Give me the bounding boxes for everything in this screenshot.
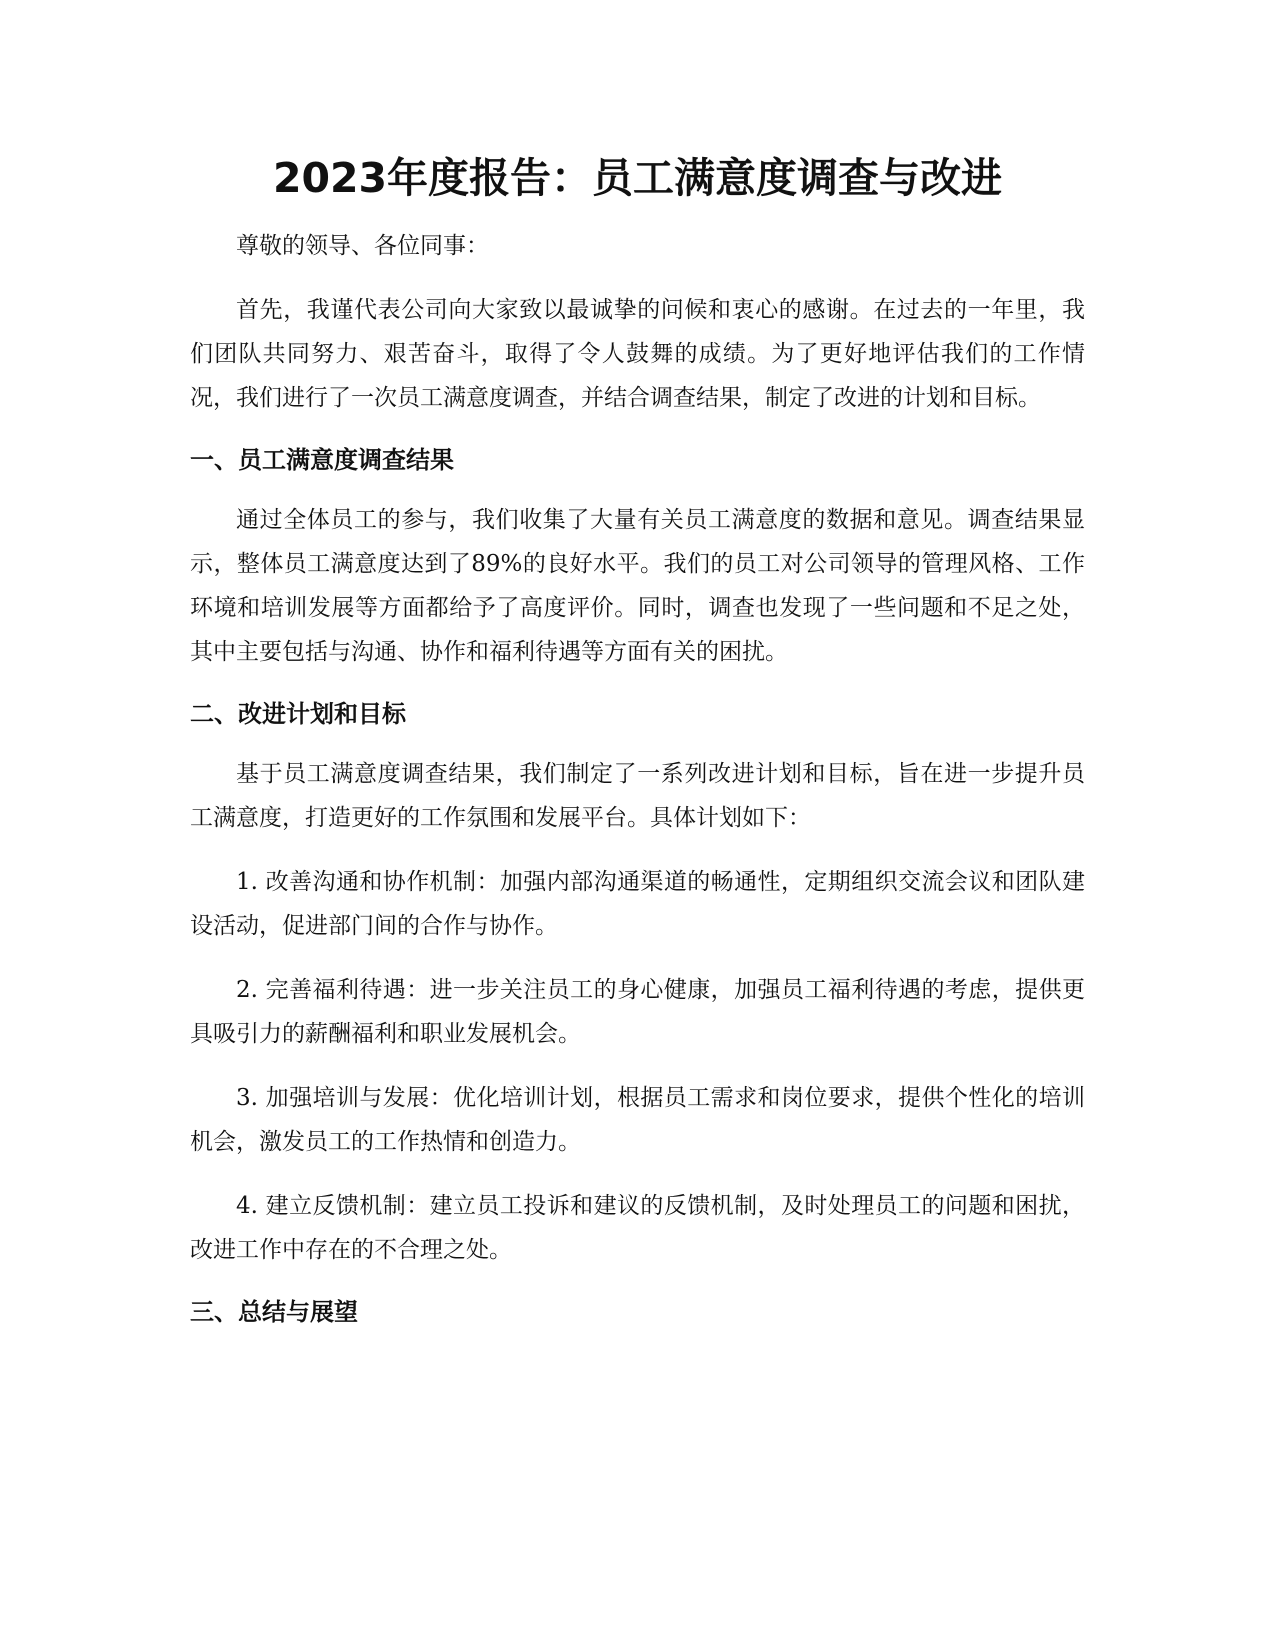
improvement-plan-intro: 基于员工满意度调查结果，我们制定了一系列改进计划和目标，旨在进一步提升员工满意度，打造更好的工作氛围和发展平台。具体计划如下： <box>190 761 1085 831</box>
document-title: 2023年度报告：员工满意度调查与改进 <box>272 154 1003 202</box>
plan-item-training: 3. 加强培训与发展：优化培训计划，根据员工需求和岗位要求，提供个性化的培训机会，激发员工的工作热情和创造力。 <box>190 1085 1085 1155</box>
survey-results-paragraph: 通过全体员工的参与，我们收集了大量有关员工满意度的数据和意见。调查结果显示，整体员工满意度达到了89%的良好水平。我们的员工对公司领导的管理风格、工作环境和培训发展等方面都给予了高度评价。同时，调查也发现了一些问题和不足之处，其中主要包括与沟通、协作和福利待遇等方面有关的困扰。 <box>190 507 1085 665</box>
plan-item-communication: 1. 改善沟通和协作机制：加强内部沟通渠道的畅通性，定期组织交流会议和团队建设活动，促进部门间的合作与协作。 <box>190 869 1085 939</box>
intro-paragraph: 首先，我谨代表公司向大家致以最诚挚的问候和衷心的感谢。在过去的一年里，我们团队共同努力、艰苦奋斗，取得了令人鼓舞的成绩。为了更好地评估我们的工作情况，我们进行了一次员工满意度调查，并结合调查结果，制定了改进的计划和目标。 <box>190 297 1085 411</box>
salutation: 尊敬的领导、各位同事： <box>236 233 489 259</box>
plan-item-feedback: 4. 建立反馈机制：建立员工投诉和建议的反馈机制，及时处理员工的问题和困扰，改进工作中存在的不合理之处。 <box>190 1193 1085 1263</box>
plan-item-benefits: 2. 完善福利待遇：进一步关注员工的身心健康，加强员工福利待遇的考虑，提供更具吸引力的薪酬福利和职业发展机会。 <box>190 977 1085 1047</box>
section-heading-summary: 三、总结与展望 <box>190 1298 358 1326</box>
section-heading-improvement-plan: 二、改进计划和目标 <box>190 700 406 728</box>
section-heading-survey-results: 一、员工满意度调查结果 <box>190 446 454 474</box>
